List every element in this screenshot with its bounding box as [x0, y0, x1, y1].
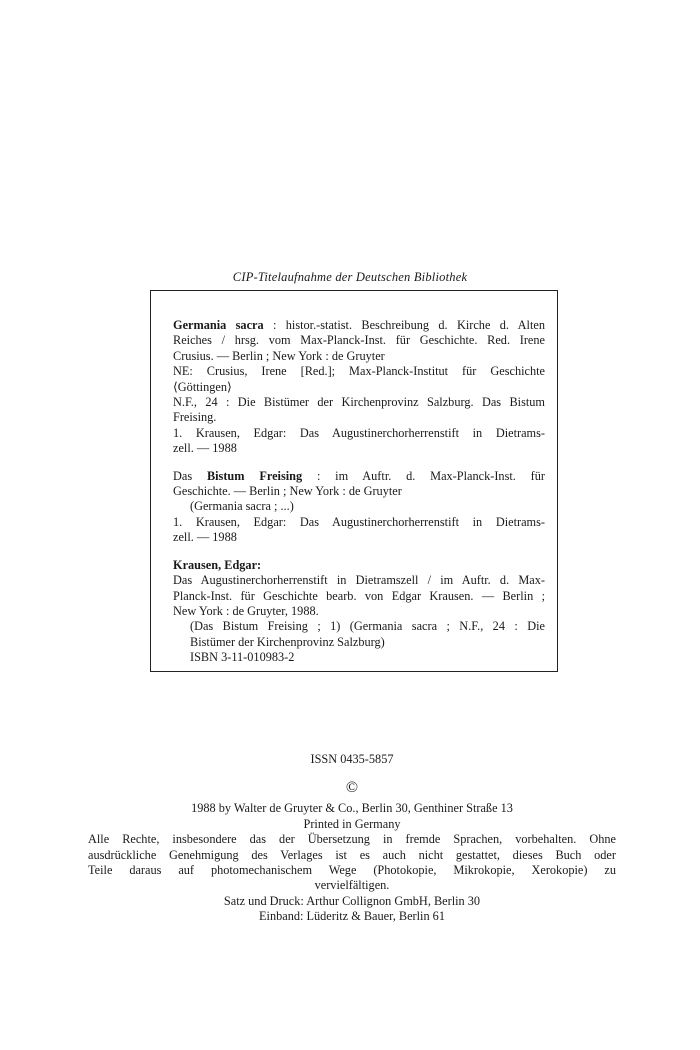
entry-isbn: ISBN 3-11-010983-2	[190, 650, 295, 665]
issn: ISSN 0435-5857	[310, 752, 394, 766]
entry-line	[173, 469, 545, 484]
entry-line: 1. Krausen, Edgar: Das Augustinerchorherrenstift in Dietrams-	[173, 425, 545, 440]
cip-record-text	[173, 318, 545, 666]
entry-line: zell. — 1988	[173, 441, 237, 456]
entry-line: NE: Crusius, Irene [Red.]; Max-Planck-Institut für Geschichte	[173, 364, 545, 379]
cip-entry-germania-sacra	[173, 318, 545, 457]
entry-series: Bistümer der Kirchenprovinz Salzburg)	[190, 634, 385, 649]
copyright-line: 1988 by Walter de Gruyter & Co., Berlin 30, Genthiner Straße 13	[191, 801, 513, 816]
imprint-block	[88, 752, 616, 925]
cip-entry-krausen	[173, 558, 545, 666]
cip-record-box	[150, 290, 558, 672]
copyright-icon: ©	[345, 779, 359, 797]
entry-line: N.F., 24 : Die Bistümer der Kirchenprovinz Salzburg. Das Bistum	[173, 395, 545, 410]
entry-line	[173, 318, 545, 333]
printed-in: Printed in Germany	[303, 816, 401, 831]
entry-line: ⟨Göttingen⟩	[173, 379, 232, 394]
binding-credit: Einband: Lüderitz & Bauer, Berlin 61	[259, 909, 445, 924]
rights-line: Teile daraus auf photomechanischem Wege (Photokopie, Mikrokopie, Xerokopie) zu	[88, 863, 616, 878]
entry-line: zell. — 1988	[173, 530, 237, 545]
rights-line: vervielfältigen.	[314, 878, 390, 893]
entry-series: (Das Bistum Freising ; 1) (Germania sacra ; N.F., 24 : Die	[190, 619, 545, 634]
entry-line: New York : de Gruyter, 1988.	[173, 603, 319, 618]
entry-line-text: : histor.-statist. Beschreibung d. Kirche d. Alten	[263, 318, 545, 332]
entry-line: Crusius. — Berlin ; New York : de Gruyter	[173, 348, 385, 363]
entry-line-text: Das	[173, 468, 207, 483]
entry-series: (Germania sacra ; ...)	[190, 499, 294, 514]
entry-line: Das Augustinerchorherrenstift in Dietramszell / im Auftr. d. Max-	[173, 573, 545, 588]
entry-line: Geschichte. — Berlin ; New York : de Gruyter	[173, 484, 402, 499]
entry-line: Reiches / hrsg. vom Max-Planck-Inst. für Geschichte. Red. Irene	[173, 333, 545, 348]
entry-line: 1. Krausen, Edgar: Das Augustinerchorherrenstift in Dietrams-	[173, 514, 545, 529]
entry-line-text: : im Auftr. d. Max-Planck-Inst. für	[302, 468, 545, 483]
rights-line: Alle Rechte, insbesondere das der Übersetzung in fremde Sprachen, vorbehalten. Ohne	[88, 832, 616, 847]
rights-line: ausdrückliche Genehmigung des Verlages ist es auch nicht gestattet, dieses Buch oder	[88, 847, 616, 862]
entry-line: Planck-Inst. für Geschichte bearb. von Edgar Krausen. — Berlin ;	[173, 588, 545, 603]
typesetting-credit: Satz und Druck: Arthur Collignon GmbH, Berlin 30	[223, 893, 481, 908]
entry-author: Krausen, Edgar:	[173, 557, 262, 572]
entry-line: Freising.	[173, 410, 217, 425]
cip-heading: CIP-Titelaufnahme der Deutschen Bibliothek	[232, 270, 468, 284]
entry-title: Germania sacra	[173, 318, 264, 332]
entry-title: Bistum Freising	[206, 468, 303, 483]
cip-entry-bistum-freising	[173, 469, 545, 546]
